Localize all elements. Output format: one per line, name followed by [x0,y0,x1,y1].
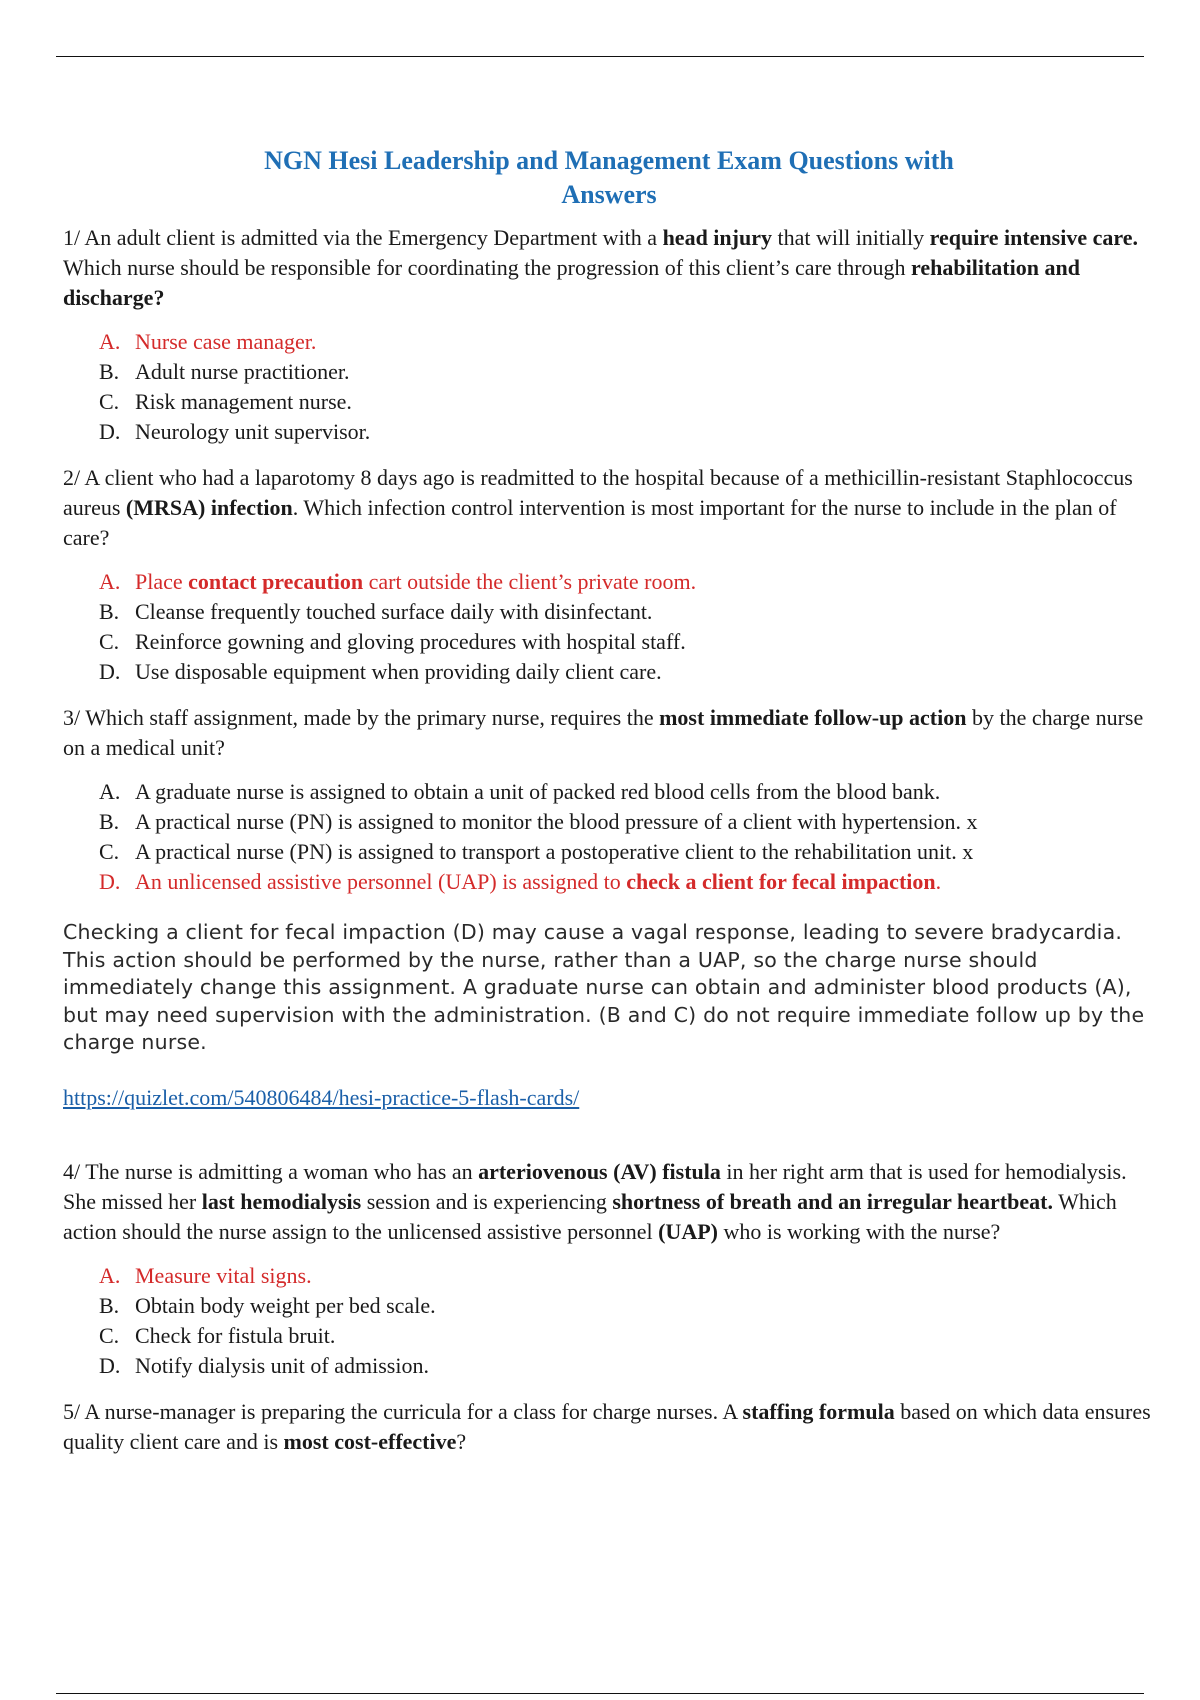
option-text: An unlicensed assistive personnel (UAP) is assigned to [135,869,627,894]
option-text: Measure vital signs. [135,1262,312,1288]
question-text: A nurse-manager is preparing the curricula for a class for charge nurses. A [80,1398,743,1424]
option-text: Risk management nurse. [135,389,352,414]
question-stem [63,223,1165,313]
answer-option [99,357,1165,387]
answer-option [99,1351,1165,1381]
question-text: Which staff assignment, made by the primary nurse, requires the [80,705,660,730]
question-text: The nurse is admitting a woman who has an [80,1158,479,1184]
answer-option [99,597,1165,627]
answer-option [99,837,1165,867]
answer-option [99,657,1165,687]
answer-option-correct [99,1261,1165,1291]
question-text: Which action should the nurse assign to the unlicensed assistive personnel [63,1188,1117,1244]
question-text: An adult client is admitted via the Emergency Department with a [80,225,663,250]
option-text: Adult nurse practitioner. [135,359,350,384]
reference-link[interactable]: https://quizlet.com/540806484/hesi-practice-5-flash-cards/ [63,1084,580,1110]
question-stem [63,703,1165,763]
option-letter: D. [99,659,121,684]
option-text: contact precaution [188,569,364,594]
question-stem [63,463,1165,553]
answer-options [63,567,1165,687]
answer-option [99,627,1165,657]
option-text: . [935,869,942,894]
question-number: 2/ [63,465,81,490]
option-text: Place [135,569,189,594]
question-text: who is working with the nurse? [717,1218,1001,1244]
question-text: arteriovenous (AV) fistula [478,1158,721,1184]
option-letter: D. [99,419,121,444]
question-text: . Which infection control intervention is most important for the nurse to include in the plan of care? [63,495,1117,550]
bottom-rule [56,1693,1144,1694]
option-letter: B. [99,1292,120,1318]
option-letter: C. [99,839,120,864]
option-letter: B. [99,359,120,384]
question-text: in her right arm that is used for hemodialysis. She missed her [63,1158,1127,1214]
document-title [63,144,1165,212]
answer-options [63,777,1165,897]
answer-options [63,1261,1165,1381]
question-text: session and is experiencing [361,1188,613,1214]
document-body [63,144,1165,1471]
option-letter: A. [99,1262,121,1288]
option-text: A practical nurse (PN) is assigned to transport a postoperative client to the rehabilitation unit. x [135,839,974,864]
option-text: Notify dialysis unit of admission. [135,1352,429,1378]
question-stem [63,1397,1165,1457]
answer-option [99,1321,1165,1351]
question-text: require intensive care. [929,225,1138,250]
option-text: Use disposable equipment when providing daily client care. [135,659,662,684]
option-text: Cleanse frequently touched surface daily with disinfectant. [135,599,653,624]
answer-options [63,327,1165,447]
question-text: based on which data ensures quality client care and is [63,1398,1151,1454]
option-text: Neurology unit supervisor. [135,419,371,444]
top-rule [56,56,1144,57]
answer-explanation: Checking a client for fecal impaction (D) may cause a vagal response, leading to severe bradycardia. This action should be performed by the nurse, rather than a UAP, so the charge nurse should immediately change this assignment. A graduate nurse can obtain and administer blood products (A), but may need supervision with the administration. (B and C) do not require immediate follow up by the charge nurse. [63,920,1145,1054]
question-text: Which nurse should be responsible for coordinating the progression of this client’s care through [63,255,912,280]
question-number: 4/ [63,1158,81,1184]
question-number: 1/ [63,225,81,250]
title-line-1: NGN Hesi Leadership and Management Exam Questions with [264,146,954,175]
answer-option-correct [99,327,1165,357]
question-number: 5/ [63,1398,81,1424]
question-text: that will initially [771,225,930,250]
reference-link-paragraph [63,1083,1165,1113]
option-letter: B. [99,599,120,624]
option-letter: A. [99,569,121,594]
question-text: shortness of breath and an irregular heartbeat. [612,1188,1053,1214]
option-text: cart outside the client’s private room. [363,569,697,594]
option-text: A practical nurse (PN) is assigned to monitor the blood pressure of a client with hypertension. x [135,809,978,834]
question-stem [63,1157,1165,1247]
option-letter: A. [99,329,121,354]
answer-option [99,387,1165,417]
option-text: A graduate nurse is assigned to obtain a unit of packed red blood cells from the blood bank. [135,779,941,804]
question-text: most cost-effective [283,1428,457,1454]
question-text: ? [456,1428,467,1454]
option-text: Nurse case manager. [135,329,317,354]
option-letter: C. [99,629,120,654]
question-text: last hemodialysis [201,1188,362,1214]
option-text: Obtain body weight per bed scale. [135,1292,436,1318]
answer-option [99,777,1165,807]
answer-option-correct [99,867,1165,897]
answer-option [99,807,1165,837]
answer-option [99,417,1165,447]
question-text: (MRSA) infection [125,495,293,520]
option-letter: A. [99,779,121,804]
question-text: by the charge nurse on a medical unit? [63,705,1144,760]
question-text: rehabilitation and discharge? [63,255,1080,310]
question-text: most immediate follow-up action [659,705,967,730]
question-text: head injury [662,225,772,250]
option-text: Reinforce gowning and gloving procedures with hospital staff. [135,629,686,654]
question-text: (UAP) [658,1218,718,1244]
option-text: check a client for fecal impaction [626,869,936,894]
title-line-2: Answers [561,180,657,209]
option-letter: B. [99,809,120,834]
option-letter: C. [99,389,120,414]
answer-option [99,1291,1165,1321]
option-letter: C. [99,1322,120,1348]
option-letter: D. [99,1352,121,1378]
question-text: staffing formula [742,1398,895,1424]
option-letter: D. [99,869,121,894]
option-text: Check for fistula bruit. [135,1322,336,1348]
question-text: A client who had a laparotomy 8 days ago is readmitted to the hospital because of a methicillin-resistant Staphlococcus aureus [63,465,1133,520]
question-list [63,223,1165,1457]
answer-option-correct [99,567,1165,597]
question-number: 3/ [63,705,81,730]
